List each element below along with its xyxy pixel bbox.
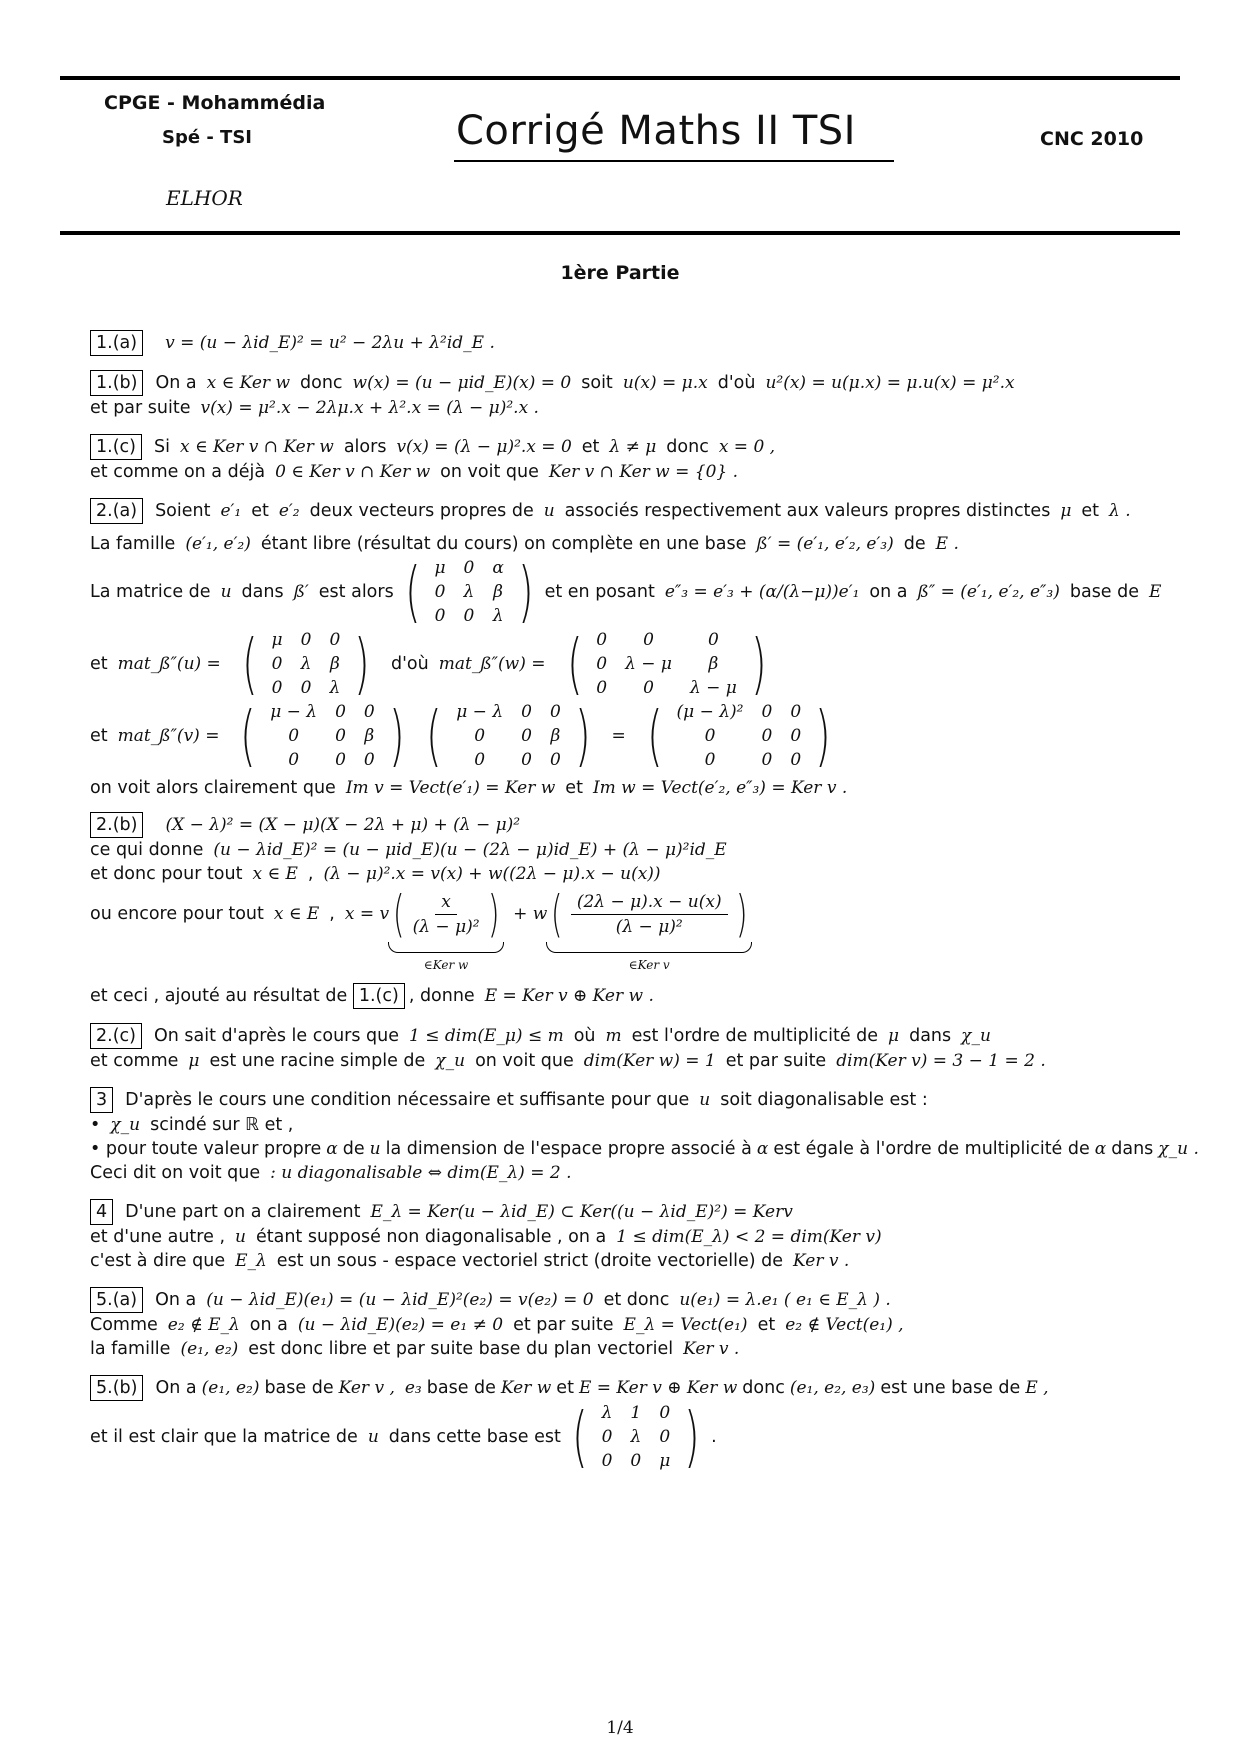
math: u(e₁) = λ.e₁ ( e₁ ∈ E_λ ) . [679,1290,891,1310]
matrix-grid [261,700,384,772]
math: (e′₁, e′₂) [185,534,251,554]
math-equals: = [611,726,626,746]
math: mat_ß″(v) = [117,726,220,746]
text: pour toute valeur propre [105,1139,322,1159]
math: E , [1025,1378,1049,1398]
text: on voit alors clairement que [90,778,336,798]
matrix-cell: 0 [761,750,773,770]
math: (u − λid_E)² = (u − μid_E)(u − (2λ − μ)id_E) + (λ − μ)²id_E [213,840,727,860]
matrix-cell: 0 [704,750,716,770]
math: m [605,1026,622,1046]
matrix-cell: 0 [271,678,283,698]
matrix-cell: 0 [630,1451,642,1471]
question-5a [90,1287,1170,1361]
matrix-grid [263,628,350,700]
text: est une base de [880,1378,1021,1398]
matrix-cell: μ [659,1451,671,1471]
matrix-cell: 0 [643,630,654,650]
text: soit diagonalisable est : [720,1090,928,1110]
matrix [642,697,836,774]
text: donc [300,373,343,393]
question-1b [90,370,1170,420]
text: D'après le cours une condition nécessaire et suffisante pour que [125,1090,690,1110]
text: et ceci , ajouté au résultat de [90,986,348,1006]
math: E_λ = Vect(e₁) [623,1315,748,1335]
math: v(x) = (λ − μ)².x = 0 [396,437,572,457]
left-paren: ( [241,625,258,702]
denominator: (λ − μ)² [615,916,683,937]
matrix-cell: 0 [761,726,773,746]
text: La matrice de [90,582,211,602]
text: et [90,654,108,674]
math: 0 ∈ Ker v ∩ Ker w [275,462,431,482]
right-paren: ) [684,1398,700,1475]
reference-box: 1.(c) [353,983,405,1009]
math: u [543,501,555,521]
matrix-cell: λ [329,678,341,698]
right-paren: ) [354,625,370,702]
math: e′₂ [278,501,300,521]
matrix-cell: 0 [521,726,532,746]
math: e₂ ∉ Vect(e₁) , [785,1315,904,1335]
text: . [711,1427,717,1447]
question-1c [90,434,1170,484]
text: On a [155,1290,197,1310]
math: χ_u [110,1115,141,1135]
math: Im w = Vect(e′₂, e″₃) = Ker v . [592,778,848,798]
math: x = 0 , [718,437,776,457]
math: v = (u − λid_E)² = u² − 2λu + λ²id_E . [165,333,495,353]
matrix-cell: (μ − λ)² [676,702,744,722]
math: Ker v . [683,1339,740,1359]
matrix-cell: λ − μ [689,678,737,698]
matrix-cell: 0 [707,630,719,650]
text: la dimension de l'espace propre associé à [385,1139,752,1159]
underbrace-group [547,886,751,977]
math: E . [935,534,959,554]
class-name: Spé - TSI [162,127,252,148]
text: La famille [90,534,176,554]
bullet-icon: • [90,1139,101,1159]
text: deux vecteurs propres de [309,501,534,521]
matrix [400,553,539,630]
underbrace-label: ∈Ker v [628,958,670,972]
left-paren: ( [551,885,563,943]
text: alors [343,437,387,457]
question-1a [90,330,1170,356]
numerator: x [435,890,457,915]
document-body [90,330,1199,1483]
matrix-cell: λ [630,1427,642,1447]
math: (λ − μ)².x = v(x) + w((2λ − μ).x − u(x)) [323,864,661,884]
bullet-icon: • [90,1115,101,1135]
math: E = Ker v ⊕ Ker w . [484,986,654,1006]
matrix-cell: 0 [300,630,312,650]
text: et [565,778,583,798]
matrix-grid [425,556,512,628]
math: α [1094,1139,1107,1159]
math: Ker v ∩ Ker w = {0} . [548,462,739,482]
math: Ker v , [338,1378,395,1398]
text: et d'une autre , [90,1227,226,1247]
matrix [562,625,772,702]
matrix-cell: 0 [790,726,802,746]
text: , [307,864,314,884]
math: dim(Ker w) = 1 [583,1051,716,1071]
text: c'est à dire que [90,1251,226,1271]
math: 1 ≤ dim(E_μ) ≤ m [409,1026,564,1046]
page-number: 1/4 [606,1718,634,1738]
text: d'où [391,654,429,674]
text: et il est clair que la matrice de [90,1427,358,1447]
text: base de [264,1378,334,1398]
school-name: CPGE - Mohammédia [104,92,326,114]
text: scindé sur ℝ et , [150,1115,294,1135]
matrix [421,697,595,774]
question-number: 1.(c) [90,434,142,460]
matrix-cell: 0 [601,1427,613,1447]
math: e′₁ [220,501,242,521]
text: et en posant [544,582,655,602]
math: χ_u [435,1051,466,1071]
math: v(x) = μ².x − 2λμ.x + λ².x = (λ − μ)².x . [200,398,539,418]
math: u [367,1427,379,1447]
matrix-cell: 0 [288,750,300,770]
math: E_λ = Ker(u − λid_E) ⊂ Ker((u − λid_E)²) = Kerv [370,1202,793,1222]
math: u(x) = μ.x [622,373,708,393]
matrix-cell: λ [492,606,504,626]
math: μ [1060,501,1072,521]
matrix-cell: α [492,558,504,578]
text: dans [909,1026,952,1046]
text: D'une part on a clairement [125,1202,361,1222]
underbrace [546,942,752,953]
math: : u diagonalisable ⇔ dim(E_λ) = 2 . [270,1163,572,1183]
text: est donc libre et par suite base du plan vectoriel [248,1339,674,1359]
right-paren: ) [815,697,831,774]
math: ß′ [293,582,309,602]
math: x ∈ E [252,864,298,884]
math: 1 ≤ dim(E_λ) < 2 = dim(Ker v) [616,1227,882,1247]
math: u [699,1090,711,1110]
matrix-cell: 0 [463,558,475,578]
question-2c [90,1023,1170,1073]
text: On a [155,373,197,393]
question-4 [90,1199,1170,1273]
underbrace [388,942,504,953]
question-number: 5.(a) [90,1287,143,1313]
matrix-cell: 1 [630,1403,642,1423]
text: dans cette base est [388,1427,561,1447]
title-underline [454,160,894,162]
matrix-cell: 0 [335,702,346,722]
left-paren: ( [646,697,663,774]
matrix-cell: β [708,654,719,674]
text: est alors [318,582,394,602]
matrix-cell: 0 [549,702,561,722]
author-name: ELHOR [166,186,243,210]
text: Soient [155,501,211,521]
question-5b [90,1375,1170,1473]
text: et [1081,501,1100,521]
matrix-cell: 0 [790,750,802,770]
math: (X − λ)² = (X − μ)(X − 2λ + μ) + (λ − μ)² [165,815,521,835]
matrix-grid [447,700,570,772]
question-2b [90,812,1170,1009]
text: et donc pour tout [90,864,243,884]
text: et par suite [725,1051,827,1071]
math: E = Ker v ⊕ Ker w [578,1378,738,1398]
math: u [235,1227,246,1247]
matrix-cell: 0 [521,702,532,722]
matrix-cell: λ [463,582,475,602]
question-number: 2.(b) [90,812,143,838]
question-number: 1.(a) [90,330,143,356]
text: dans [241,582,284,602]
math: E [1149,582,1162,602]
matrix-cell: 0 [288,726,300,746]
text: la famille [90,1339,171,1359]
matrix-cell: μ [434,558,446,578]
text: ou encore pour tout [90,904,264,924]
matrix-cell: 0 [790,702,802,722]
matrix-cell: 0 [335,750,346,770]
math: mat_ß″(u) = [117,654,221,674]
matrix-cell: μ − λ [456,702,504,722]
math: λ ≠ μ [609,437,657,457]
matrix-cell: μ − λ [270,702,318,722]
denominator: (λ − μ)² [412,916,480,937]
question-number: 2.(c) [90,1023,142,1049]
matrix-cell: λ [300,654,312,674]
matrix-cell: 0 [596,654,608,674]
left-paren: ( [566,625,583,702]
text: est un sous - espace vectoriel strict (droite vectorielle) de [276,1251,784,1271]
text: de [903,534,926,554]
text: et [581,437,600,457]
math: λ . [1109,501,1131,521]
text: et comme on a déjà [90,462,266,482]
math: dim(Ker v) = 3 − 1 = 2 . [836,1051,1046,1071]
text: et [251,501,269,521]
left-paren: ( [392,885,405,943]
question-number: 2.(a) [90,498,143,524]
matrix-cell: 0 [761,702,773,722]
text: et [757,1315,776,1335]
header-bottom-rule [60,231,1180,235]
question-number: 1.(b) [90,370,143,396]
matrix-cell: 0 [643,678,654,698]
text: est l'ordre de multiplicité de [631,1026,879,1046]
matrix-cell: 0 [659,1427,671,1447]
question-number: 5.(b) [90,1375,143,1401]
matrix-cell: 0 [596,630,608,650]
text: et par suite [90,398,191,418]
math: Ker w [500,1378,552,1398]
matrix-cell: 0 [335,726,346,746]
underbrace-label: ∈Ker w [423,958,469,972]
matrix-cell: 0 [596,678,608,698]
right-paren: ) [574,697,591,774]
math: e″₃ = e′₃ + (α/(λ−μ))e′₁ [664,582,860,602]
matrix-cell: β [329,654,340,674]
math: μ [888,1026,900,1046]
math: u²(x) = u(μ.x) = μ.u(x) = μ².x [765,373,1015,393]
math: + w [513,904,548,924]
matrix-cell: 0 [434,606,446,626]
math: ß′ = (e′₁, e′₂, e′₃) [756,534,894,554]
text: étant supposé non diagonalisable , on a [255,1227,607,1247]
math: ß″ = (e′₁, e′₂, e″₃) [917,582,1060,602]
math: (e₁, e₂) [180,1339,239,1359]
text: , [329,904,335,924]
document-title: Corrigé Maths II TSI [456,108,856,154]
matrix-grid [668,700,811,772]
text: base de [1069,582,1140,602]
text: On sait d'après le cours que [153,1026,400,1046]
math: e₃ [404,1378,422,1398]
question-3 [90,1087,1199,1185]
text: Comme [90,1315,158,1335]
matrix-cell: λ − μ [625,654,672,674]
math: (e₁, e₂, e₃) [789,1378,876,1398]
text: On a [155,1378,197,1398]
matrix-grid [593,1401,680,1473]
text: est une racine simple de [209,1051,426,1071]
text: et [556,1378,574,1398]
matrix-cell: 0 [601,1451,613,1471]
text: donc [742,1378,785,1398]
text: donc [666,437,709,457]
math: (u − λid_E)(e₂) = e₁ ≠ 0 [297,1315,504,1335]
matrix-cell: 0 [549,750,561,770]
text: de [342,1139,365,1159]
text: associés respectivement aux valeurs propres distinctes [564,501,1051,521]
text: Si [153,437,170,457]
text: soit [581,373,613,393]
math: (u − λid_E)(e₁) = (u − λid_E)²(e₂) = v(e₂) = 0 [206,1290,594,1310]
left-paren: ( [404,553,421,630]
part-title: 1ère Partie [560,262,680,284]
matrix-cell: 0 [521,750,532,770]
matrix-cell: 0 [363,702,375,722]
matrix-cell: 0 [300,678,312,698]
text: on voit que [440,462,539,482]
matrix-grid [587,628,746,700]
text: et donc [603,1290,670,1310]
text: on a [869,582,908,602]
matrix-cell: 0 [659,1403,671,1423]
right-paren: ) [517,553,534,630]
text: où [573,1026,596,1046]
math: (e₁, e₂) [201,1378,260,1398]
text: dans [1111,1139,1154,1159]
text: est égale à l'ordre de multiplicité de [773,1139,1090,1159]
math: Im v = Vect(e′₁) = Ker w [345,778,556,798]
right-paren: ) [750,625,767,702]
left-paren: ( [240,697,257,774]
math: Ker v . [793,1251,850,1271]
text: , donne [408,986,475,1006]
matrix [567,1398,705,1475]
matrix-cell: β [493,582,503,602]
matrix-cell: 0 [474,750,486,770]
text: et par suite [513,1315,614,1335]
math: x ∈ Ker v ∩ Ker w [179,437,334,457]
math: u [220,582,232,602]
left-paren: ( [571,1398,588,1475]
fraction [413,890,480,939]
text: Ceci dit on voit que [90,1163,261,1183]
math: w(x) = (u − μid_E)(x) = 0 [352,373,572,393]
right-paren: ) [735,885,748,943]
math: α [326,1139,338,1159]
text: et comme [90,1051,179,1071]
matrix-cell: 0 [434,582,446,602]
matrix-cell: μ [271,630,283,650]
text: d'où [717,373,756,393]
right-paren: ) [487,885,500,943]
header-top-rule [60,76,1180,80]
math: x = v [344,904,390,924]
math: x ∈ E [273,904,320,924]
text: on a [249,1315,288,1335]
matrix-cell: 0 [271,654,283,674]
math: χ_u [961,1026,991,1046]
numerator: (2λ − μ).x − u(x) [571,890,728,915]
matrix-cell: 0 [704,726,716,746]
math: μ [188,1051,200,1071]
underbrace-group [389,886,503,977]
math: E_λ [235,1251,267,1271]
matrix [237,625,375,702]
math: χ_u . [1158,1139,1199,1159]
math: α [756,1139,769,1159]
math: mat_ß″(w) = [438,654,546,674]
text: on voit que [475,1051,574,1071]
text: base de [426,1378,496,1398]
left-paren: ( [426,697,443,774]
text: et [90,726,108,746]
matrix-cell: λ [601,1403,613,1423]
matrix-cell: 0 [363,750,375,770]
text: étant libre (résultat du cours) on complète en une base [260,534,747,554]
matrix-cell: β [364,726,375,746]
matrix-cell: 0 [474,726,486,746]
matrix-cell: 0 [329,630,341,650]
right-paren: ) [388,697,405,774]
fraction [571,890,728,939]
question-2a [90,498,1170,800]
question-number: 3 [90,1087,113,1113]
matrix-cell: β [550,726,561,746]
exam-label: CNC 2010 [1040,128,1144,150]
math: e₂ ∉ E_λ [167,1315,240,1335]
math: u [369,1139,381,1159]
question-number: 4 [90,1199,113,1225]
matrix [235,697,409,774]
text: ce qui donne [90,840,204,860]
math: x ∈ Ker w [206,373,290,393]
matrix-cell: 0 [463,606,475,626]
